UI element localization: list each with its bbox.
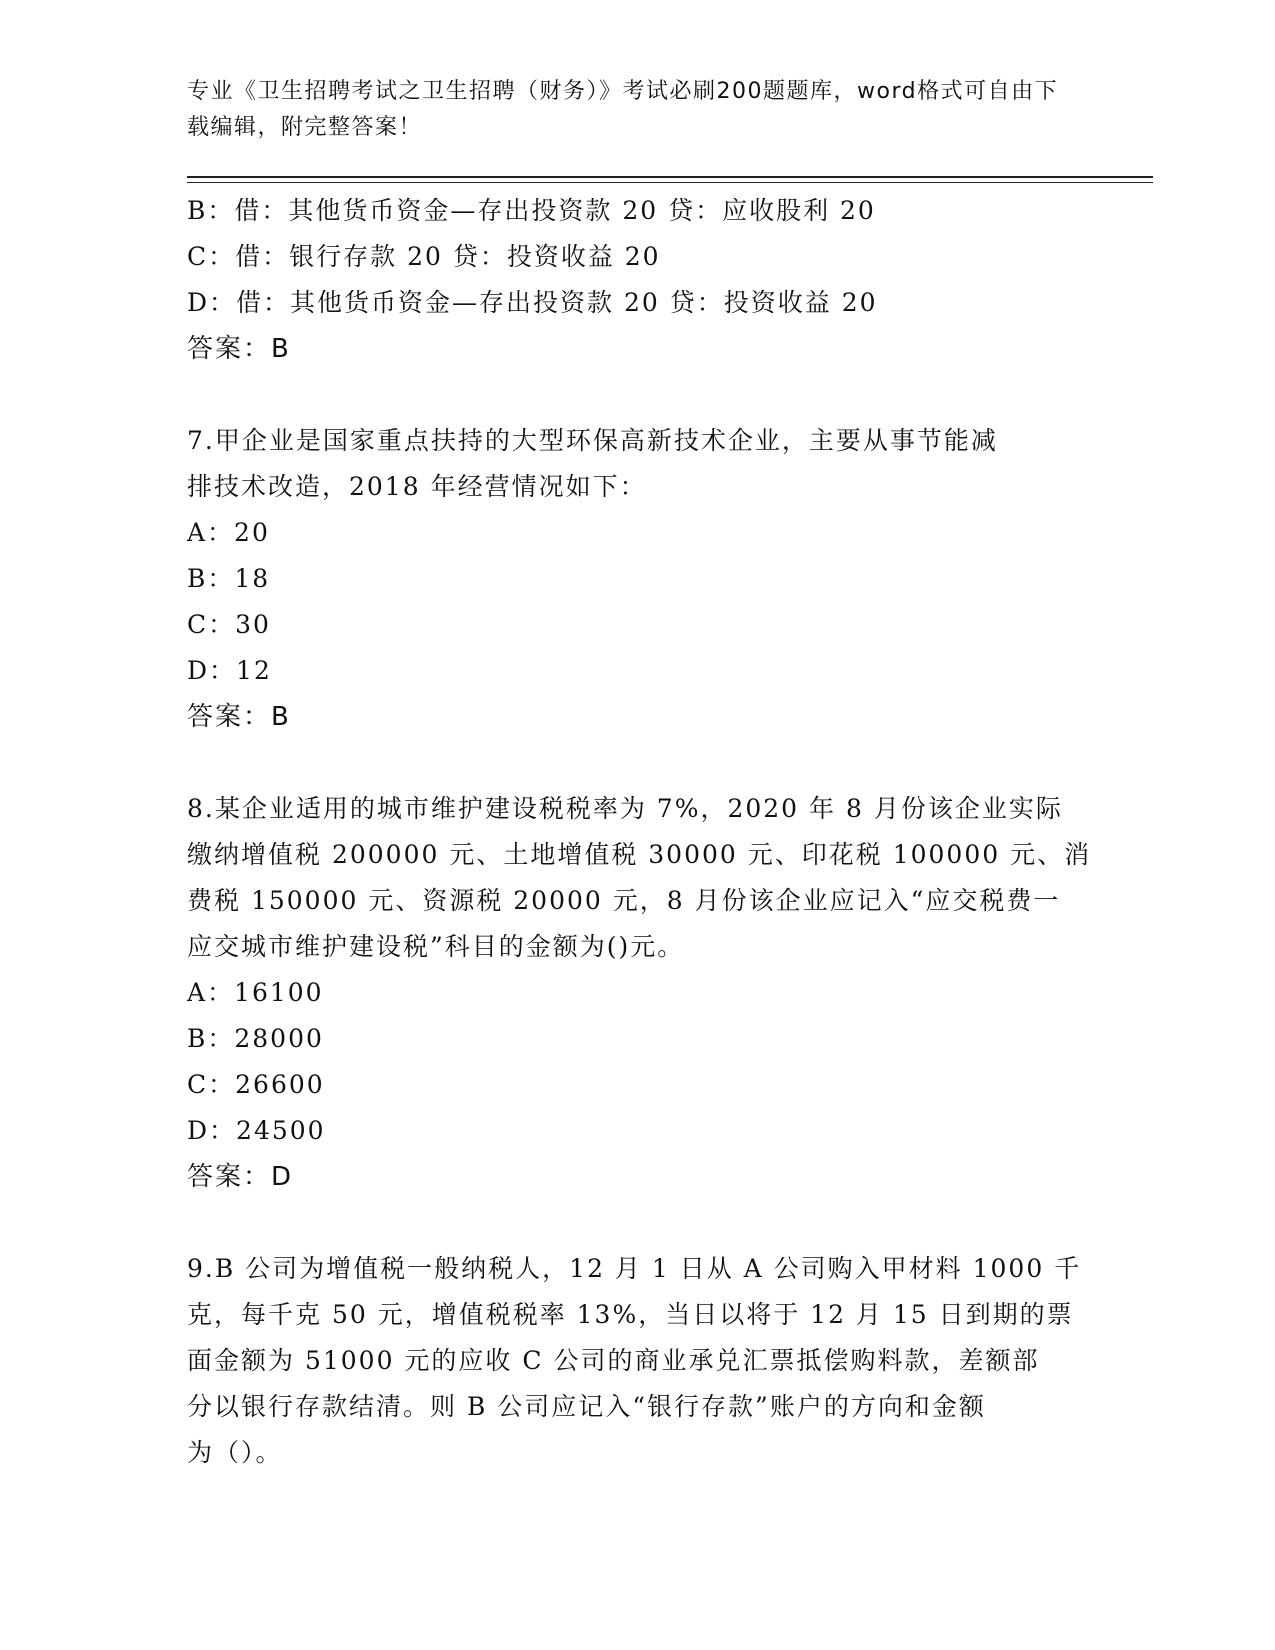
option-a: A：16100: [187, 978, 324, 1007]
option-c: C：借：银行存款 20 贷：投资收益 20: [187, 242, 661, 271]
option-d: D：借：其他货币资金—存出投资款 20 贷：投资收益 20: [187, 288, 878, 317]
option-b: B：18: [187, 564, 271, 593]
question-9-text-line: 为（）。: [187, 1438, 283, 1467]
question-8-text-line: 费税 150000 元、资源税 20000 元，8 月份该企业应记入“应交税费一: [187, 886, 1061, 915]
option-b: B：借：其他货币资金—存出投资款 20 贷：应收股利 20: [187, 196, 876, 225]
question-content: [187, 188, 1092, 1476]
question-8-text-line: 应交城市维护建设税”科目的金额为()元。: [187, 932, 685, 961]
answer: 答案：B: [187, 702, 291, 732]
question-9-text-line: 克，每千克 50 元，增值税税率 13%，当日以将于 12 月 15 日到期的票: [187, 1300, 1074, 1329]
option-c: C：30: [187, 610, 271, 639]
question-7-text-line: 7.甲企业是国家重点扶持的大型环保高新技术企业，主要从事节能减: [187, 426, 998, 455]
document-header: [187, 74, 1067, 146]
question-9-text-line: 9.B 公司为增值税一般纳税人，12 月 1 日从 A 公司购入甲材料 1000 千: [187, 1254, 1082, 1283]
option-b: B：28000: [187, 1024, 324, 1053]
header-rule-thick: [187, 176, 1153, 178]
option-c: C：26600: [187, 1070, 325, 1099]
option-d: D：12: [187, 656, 272, 685]
question-9-text-line: 分以银行存款结清。则 B 公司应记入“银行存款”账户的方向和金额: [187, 1392, 986, 1421]
question-8-text-line: 缴纳增值税 200000 元、土地增值税 30000 元、印花税 100000 元、消: [187, 840, 1092, 869]
question-7-text-line: 排技术改造，2018 年经营情况如下：: [187, 472, 647, 501]
answer: 答案：B: [187, 334, 291, 364]
header-title: 专业《卫生招聘考试之卫生招聘（财务）》考试必刷200题题库，word格式可自由下载编辑，附完整答案！: [187, 79, 1059, 140]
option-a: A：20: [187, 518, 270, 547]
answer: 答案：D: [187, 1162, 294, 1192]
question-9-text-line: 面金额为 51000 元的应收 C 公司的商业承兑汇票抵偿购料款，差额部: [187, 1346, 1040, 1375]
header-rule-thin: [187, 182, 1153, 183]
option-d: D：24500: [187, 1116, 326, 1145]
question-8-text-line: 8.某企业适用的城市维护建设税税率为 7%，2020 年 8 月份该企业实际: [187, 794, 1063, 823]
